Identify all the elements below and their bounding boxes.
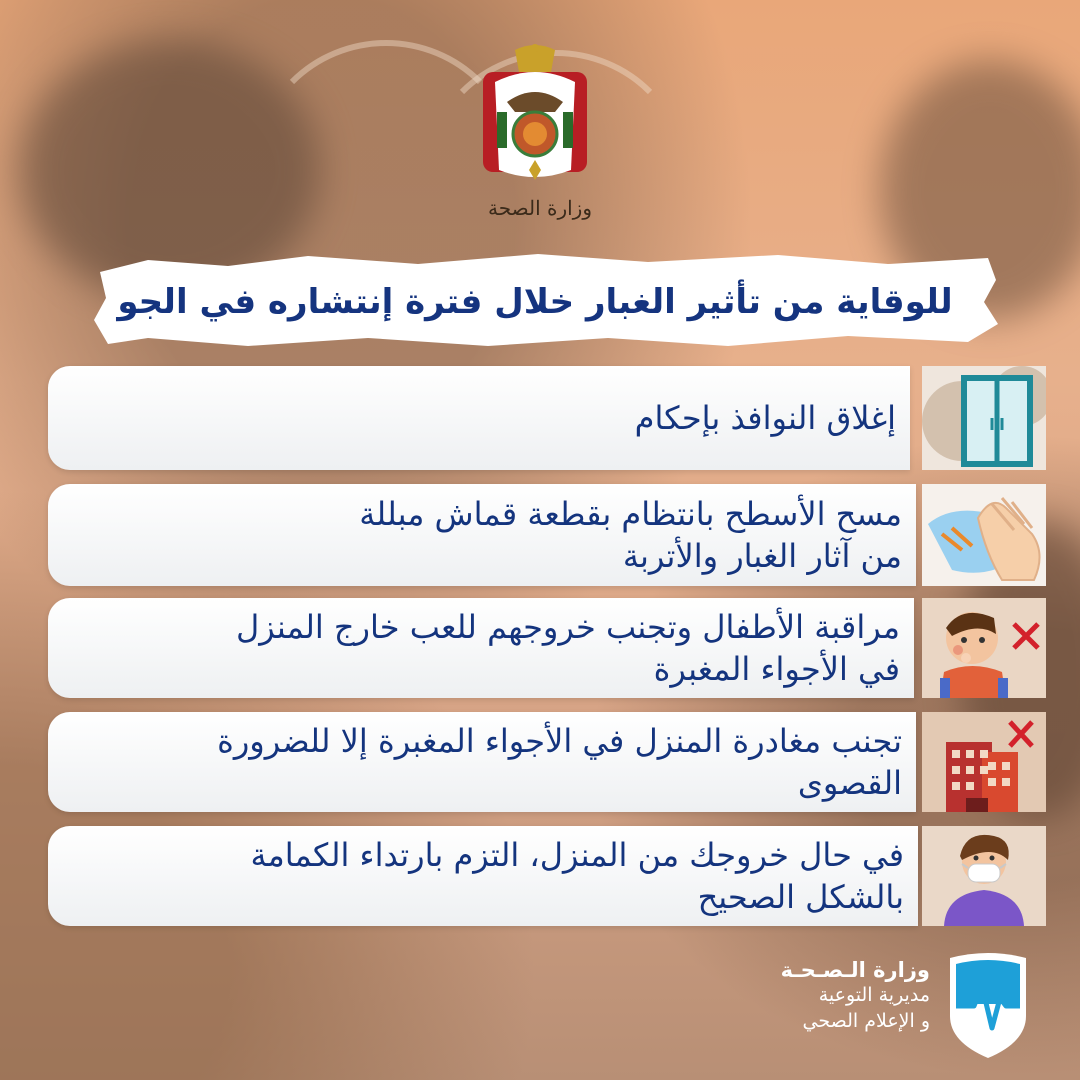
child-coughing-icon — [922, 598, 1046, 698]
building-no-exit-icon — [922, 712, 1046, 812]
footer-ministry-info — [770, 958, 930, 1034]
tip-text — [236, 598, 900, 698]
tip-row — [48, 826, 1046, 926]
footer-department: و الإعلام الصحي — [802, 1010, 930, 1032]
person-mask-icon — [922, 826, 1046, 926]
tip-card — [48, 484, 916, 586]
footer-directorate: مديرية التوعية — [818, 984, 930, 1006]
tip-line: القصوى — [797, 764, 902, 802]
tip-text — [359, 484, 902, 586]
tip-row — [48, 598, 1046, 698]
heartbeat-shield-icon — [942, 948, 1034, 1060]
footer-title: وزارة الـصـحـة — [780, 958, 930, 982]
tip-line: إغلاق النوافذ بإحكام — [634, 399, 896, 437]
window-icon — [922, 366, 1046, 470]
ministry-calligraphy: وزارة الصحة — [488, 196, 592, 220]
tip-text — [251, 826, 905, 926]
tip-text — [217, 712, 902, 812]
tip-line: مسح الأسطح بانتظام بقطعة قماش مبللة — [359, 495, 902, 533]
tip-text — [635, 366, 896, 470]
tip-row — [48, 484, 1046, 586]
tip-line: في الأجواء المغبرة — [653, 650, 900, 688]
tip-line: في حال خروجك من المنزل، التزم بارتداء الكمامة — [250, 836, 904, 874]
tip-card — [48, 598, 914, 698]
tip-card — [48, 826, 918, 926]
tip-card — [48, 712, 916, 812]
tip-line: بالشكل الصحيح — [697, 878, 904, 916]
tip-row — [48, 366, 1046, 470]
tip-line: من آثار الغبار والأتربة — [622, 537, 902, 575]
coat-of-arms-emblem — [475, 42, 595, 192]
tip-row — [48, 712, 1046, 812]
wiping-cloth-icon — [922, 484, 1046, 586]
tip-card — [48, 366, 910, 470]
tip-line: تجنب مغادرة المنزل في الأجواء المغبرة إلا للضرورة — [217, 722, 902, 760]
page-title: للوقاية من تأثير الغبار خلال فترة إنتشاره في الجو — [117, 282, 953, 322]
tip-line: مراقبة الأطفال وتجنب خروجهم للعب خارج المنزل — [236, 608, 900, 646]
